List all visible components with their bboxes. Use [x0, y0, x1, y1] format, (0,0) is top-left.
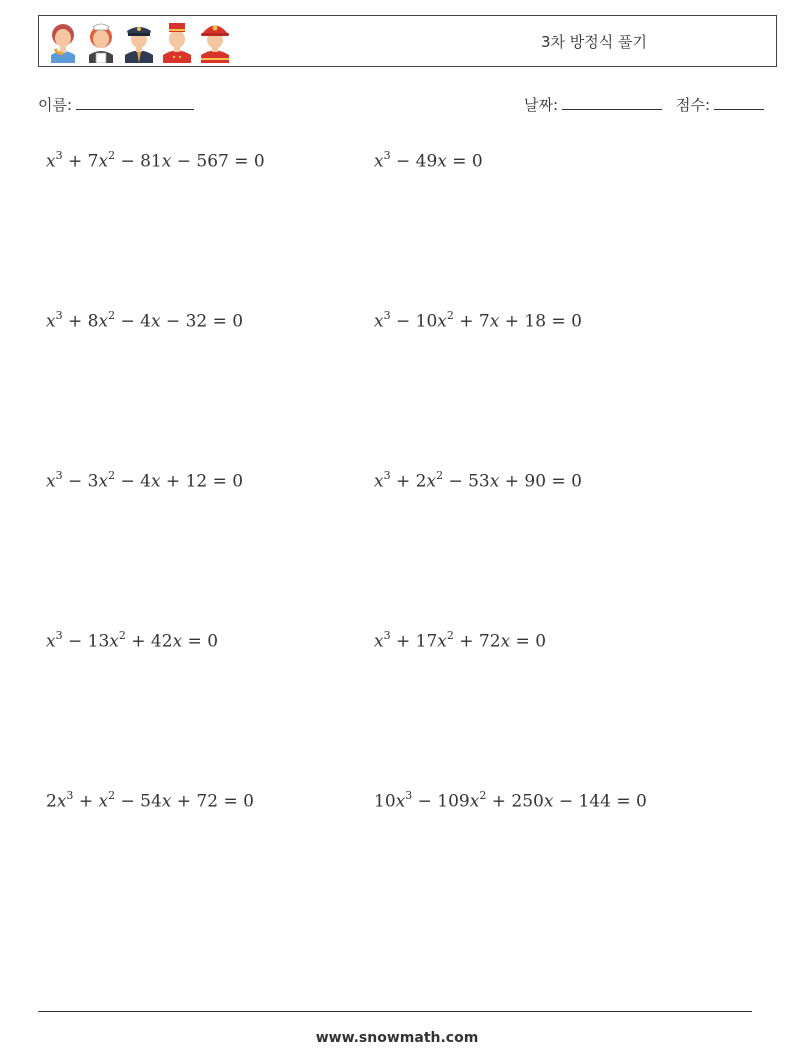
name-field	[38, 94, 194, 115]
avatar-strip	[47, 19, 231, 63]
worker-avatar-icon	[47, 19, 79, 63]
footer-divider	[38, 1011, 752, 1012]
worksheet-title: 3차 방정식 풀기	[540, 33, 648, 51]
problem-7: $x^3 - 13x^2 + 42x = 0$	[46, 629, 219, 652]
date-blank[interactable]	[562, 95, 662, 110]
bellhop-avatar-icon	[161, 19, 193, 63]
maid-avatar-icon	[85, 19, 117, 63]
problem-10: $10x^3 - 109x^2 + 250x - 144 = 0$	[374, 789, 647, 812]
problem-3: $x^3 + 8x^2 - 4x - 32 = 0$	[46, 309, 244, 332]
worksheet-header	[38, 15, 777, 67]
problem-6: $x^3 + 2x^2 - 53x + 90 = 0$	[374, 469, 582, 492]
score-field	[676, 94, 764, 115]
problem-8: $x^3 + 17x^2 + 72x = 0$	[374, 629, 547, 652]
score-label: 점수:	[676, 96, 711, 114]
footer-url: www.snowmath.com	[315, 1030, 479, 1046]
score-blank[interactable]	[714, 95, 764, 110]
problem-2: $x^3 - 49x = 0$	[374, 149, 483, 172]
problem-9: $2x^3 + x^2 - 54x + 72 = 0$	[46, 789, 254, 812]
problem-5: $x^3 - 3x^2 - 4x + 12 = 0$	[46, 469, 244, 492]
date-label: 날짜:	[524, 96, 559, 114]
firefighter-avatar-icon	[199, 19, 231, 63]
name-blank[interactable]	[76, 95, 194, 110]
date-field	[524, 94, 662, 115]
problem-4: $x^3 - 10x^2 + 7x + 18 = 0$	[374, 309, 582, 332]
problem-1: $x^3 + 7x^2 - 81x - 567 = 0$	[46, 149, 265, 172]
pilot-avatar-icon	[123, 19, 155, 63]
name-label: 이름:	[38, 96, 73, 114]
